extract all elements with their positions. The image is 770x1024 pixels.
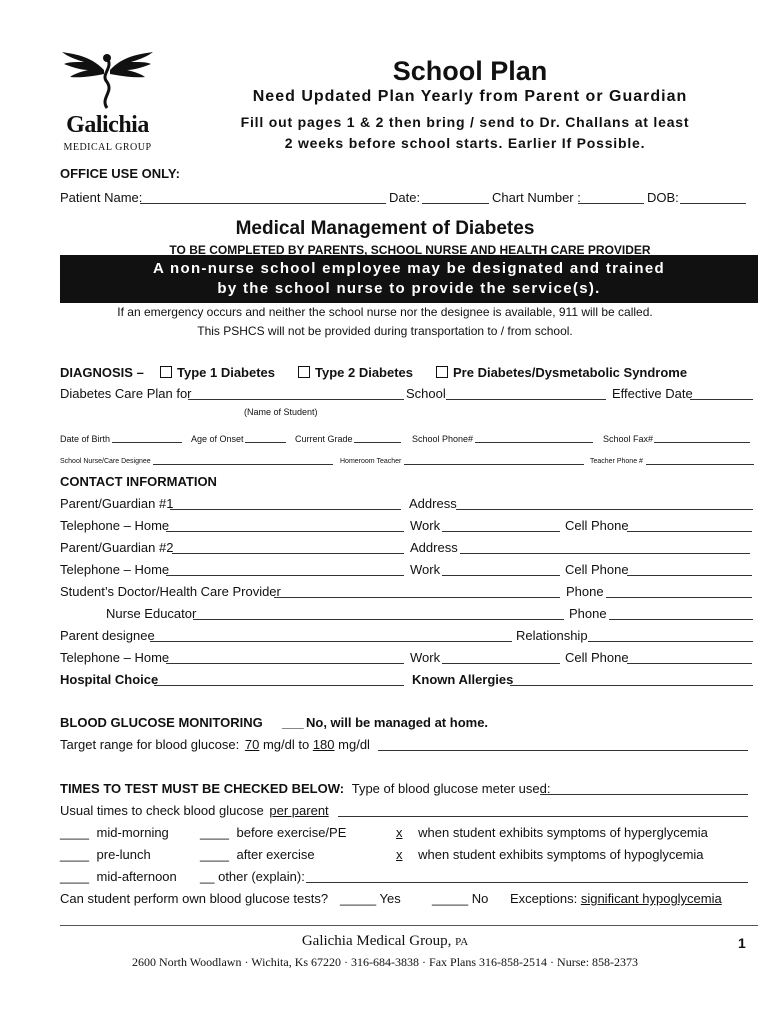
- parent2-cell-label: Cell Phone: [565, 562, 629, 577]
- target-range: [60, 737, 370, 752]
- mid-afternoon-blank[interactable]: ____: [60, 869, 89, 884]
- section-title: Medical Management of Diabetes: [235, 218, 535, 239]
- footer-org-pa: PA: [455, 936, 469, 948]
- parent1-label: Parent/Guardian #1: [60, 496, 174, 511]
- instruction-line-2: 2 weeks before school starts. Earlier If Possible.: [284, 135, 646, 151]
- designee-work-label: Work: [410, 650, 441, 665]
- effective-date-field[interactable]: [690, 399, 753, 400]
- known-allergies-field[interactable]: [510, 685, 753, 686]
- student-name-field[interactable]: [188, 399, 404, 400]
- school-field[interactable]: [446, 399, 606, 400]
- school-nurse-field[interactable]: [153, 464, 333, 465]
- parent2-tel-home-field[interactable]: [166, 575, 404, 576]
- prediabetes-checkbox[interactable]: [436, 366, 448, 378]
- parent2-work-field[interactable]: [442, 575, 560, 576]
- target-mgdl-to: mg/dl to: [262, 737, 310, 752]
- parent-designee-label: Parent designee: [60, 628, 155, 643]
- caduceus-wings-icon: [60, 50, 155, 110]
- meter-label: Type of blood glucose meter used:: [351, 781, 551, 796]
- school-phone-field[interactable]: [475, 442, 593, 443]
- hyperglycemia-option[interactable]: [384, 825, 708, 840]
- instructions: [190, 112, 740, 154]
- date-field[interactable]: [422, 203, 489, 204]
- mid-afternoon-label: mid-afternoon: [96, 869, 177, 884]
- nurse-educator-phone-label: Phone: [569, 606, 607, 621]
- hypoglycemia-label: when student exhibits symptoms of hypoglycemia: [418, 847, 704, 862]
- page-title: School Plan: [392, 56, 548, 86]
- type1-option[interactable]: [160, 365, 275, 380]
- after-exercise-blank[interactable]: ____: [200, 847, 229, 862]
- usual-times-field[interactable]: [338, 816, 748, 817]
- nurse-educator-field[interactable]: [193, 619, 564, 620]
- footer-address: 2600 North Woodlawn · Wichita, Ks 67220 · 316-684-3838 · Fax Plans 316-858-2514 · Nurse: 858-2373: [131, 955, 639, 969]
- relationship-field[interactable]: [588, 641, 753, 642]
- patient-name-field[interactable]: [140, 203, 386, 204]
- date-of-birth-field[interactable]: [112, 442, 182, 443]
- prediabetes-label: Pre Diabetes/Dysmetabolic Syndrome: [453, 365, 688, 380]
- after-exercise-label: after exercise: [236, 847, 315, 862]
- manage-home-blank[interactable]: ___: [282, 715, 304, 730]
- school-nurse-label: School Nurse/Care Designee: [60, 458, 151, 465]
- to-be-completed-note: TO BE COMPLETED BY PARENTS, SCHOOL NURSE AND HEALTH CARE PROVIDER: [169, 243, 651, 255]
- target-high-value[interactable]: 180: [312, 737, 335, 752]
- type1-label: Type 1 Diabetes: [177, 365, 276, 380]
- per-parent-value[interactable]: per parent: [269, 803, 329, 818]
- effective-date-label: Effective Date: [612, 386, 693, 401]
- transport-notice: This PSHCS will not be provided during transportation to / from school.: [197, 324, 573, 338]
- parent1-tel-home-field[interactable]: [166, 531, 404, 532]
- before-exercise-label: before exercise/PE: [236, 825, 347, 840]
- current-grade-label: Current Grade: [295, 434, 353, 444]
- other-explain-field[interactable]: [306, 882, 748, 883]
- glucose-heading: BLOOD GLUCOSE MONITORING: [60, 715, 263, 730]
- type1-checkbox[interactable]: [160, 366, 172, 378]
- parent2-cell-field[interactable]: [627, 575, 752, 576]
- parent1-work-label: Work: [410, 518, 441, 533]
- teacher-phone-label: Teacher Phone #: [590, 458, 643, 465]
- other-blank[interactable]: __: [200, 869, 215, 884]
- page-number: 1: [738, 935, 746, 951]
- page-subtitle: Need Updated Plan Yearly from Parent or Guardian: [252, 88, 688, 105]
- target-range-label: Target range for blood glucose:: [60, 737, 240, 752]
- times-heading: TIMES TO TEST MUST BE CHECKED BELOW:: [60, 781, 345, 796]
- target-low-value[interactable]: 70: [244, 737, 260, 752]
- mid-morning-label: mid-morning: [96, 825, 169, 840]
- exceptions-label: Exceptions:: [510, 891, 578, 906]
- homeroom-teacher-label: Homeroom Teacher: [340, 458, 402, 465]
- hypoglycemia-option[interactable]: [384, 847, 704, 862]
- pre-lunch-blank[interactable]: ____: [60, 847, 89, 862]
- patient-name-label: Patient Name:: [60, 190, 143, 205]
- school-fax-label: School Fax#: [603, 434, 654, 444]
- can-perform-yes[interactable]: _____ Yes: [340, 891, 401, 906]
- parent2-address-field[interactable]: [460, 553, 750, 554]
- other-label: other (explain):: [218, 869, 305, 884]
- designee-tel-home-field[interactable]: [166, 663, 404, 664]
- parent1-cell-field[interactable]: [627, 531, 752, 532]
- target-mgdl: mg/dl: [338, 737, 370, 752]
- designee-work-field[interactable]: [442, 663, 560, 664]
- footer-rule: [60, 925, 758, 926]
- parent2-work-label: Work: [410, 562, 441, 577]
- mid-morning-option[interactable]: [60, 825, 169, 840]
- designee-banner: [60, 255, 758, 303]
- care-plan-for-label: Diabetes Care Plan for: [60, 386, 192, 401]
- times-row: [60, 781, 550, 796]
- parent1-address-label: Address: [409, 496, 457, 511]
- date-label: Date:: [389, 190, 421, 205]
- mid-morning-blank[interactable]: ____: [60, 825, 89, 840]
- exceptions: [510, 891, 722, 906]
- school-fax-field[interactable]: [654, 442, 750, 443]
- meter-field[interactable]: [540, 794, 748, 795]
- hypoglycemia-mark[interactable]: x: [396, 847, 403, 862]
- designee-tel-home-label: Telephone – Home: [60, 650, 170, 665]
- type2-label: Type 2 Diabetes: [315, 365, 414, 380]
- parent1-address-field[interactable]: [456, 509, 753, 510]
- office-use-heading: OFFICE USE ONLY:: [60, 166, 180, 181]
- instruction-line-1: Fill out pages 1 & 2 then bring / send to Dr. Challans at least: [240, 114, 690, 130]
- contact-heading: CONTACT INFORMATION: [60, 474, 217, 489]
- doctor-phone-label: Phone: [566, 584, 604, 599]
- diagnosis-label: DIAGNOSIS –: [60, 365, 144, 380]
- galichia-logo: [40, 50, 175, 160]
- parent2-field[interactable]: [172, 553, 404, 554]
- hospital-choice-field[interactable]: [154, 685, 404, 686]
- manage-home-label: No, will be managed at home.: [306, 715, 489, 730]
- mid-afternoon-option[interactable]: [60, 869, 177, 884]
- banner-line-2: by the school nurse to provide the service(s).: [217, 280, 601, 297]
- usual-times: [60, 803, 329, 818]
- date-of-birth-label: Date of Birth: [60, 434, 111, 444]
- prediabetes-option[interactable]: [436, 365, 687, 380]
- parent1-work-field[interactable]: [442, 531, 560, 532]
- dob-label: DOB:: [647, 190, 679, 205]
- doctor-phone-field[interactable]: [606, 597, 752, 598]
- hyperglycemia-label: when student exhibits symptoms of hyperglycemia: [418, 825, 708, 840]
- before-exercise-blank[interactable]: ____: [200, 825, 229, 840]
- age-of-onset-field[interactable]: [245, 442, 286, 443]
- hyperglycemia-mark[interactable]: x: [396, 825, 403, 840]
- parent1-field[interactable]: [170, 509, 401, 510]
- footer-org: [0, 933, 770, 950]
- parent2-label: Parent/Guardian #2: [60, 540, 174, 555]
- nurse-educator-phone-field[interactable]: [609, 619, 753, 620]
- chart-number-label: Chart Number :: [492, 190, 581, 205]
- logo-subtitle: MEDICAL GROUP: [63, 142, 152, 153]
- age-of-onset-label: Age of Onset: [191, 434, 244, 444]
- can-perform-no[interactable]: _____ No: [432, 891, 489, 906]
- pre-lunch-label: pre-lunch: [96, 847, 151, 862]
- parent1-cell-label: Cell Phone: [565, 518, 629, 533]
- exceptions-value[interactable]: significant hypoglycemia: [580, 891, 722, 906]
- doctor-label: Student’s Doctor/Health Care Provider: [60, 584, 281, 599]
- after-exercise-option[interactable]: [200, 847, 315, 862]
- parent2-tel-home-label: Telephone – Home: [60, 562, 170, 577]
- pre-lunch-option[interactable]: [60, 847, 151, 862]
- homeroom-teacher-field[interactable]: [404, 464, 584, 465]
- doctor-field[interactable]: [274, 597, 560, 598]
- banner-line-1: A non-nurse school employee may be designated and trained: [153, 260, 665, 277]
- hospital-choice-label: Hospital Choice: [60, 672, 159, 687]
- logo-name: Galichia: [66, 112, 149, 138]
- can-perform-label: Can student perform own blood glucose tests?: [60, 891, 329, 906]
- teacher-phone-field[interactable]: [646, 464, 754, 465]
- dob-field[interactable]: [680, 203, 746, 204]
- nurse-educator-label: Nurse Educator: [106, 606, 197, 621]
- emergency-notice: If an emergency occurs and neither the school nurse nor the designee is available, 911 will be called.: [117, 305, 653, 319]
- type2-option[interactable]: [298, 365, 413, 380]
- chart-number-field[interactable]: [578, 203, 644, 204]
- footer-org-name: Galichia Medical Group,: [301, 933, 452, 949]
- designee-cell-label: Cell Phone: [565, 650, 629, 665]
- parent-designee-field[interactable]: [150, 641, 512, 642]
- usual-times-label: Usual times to check blood glucose: [60, 803, 264, 818]
- current-grade-field[interactable]: [354, 442, 401, 443]
- school-label: School: [406, 386, 446, 401]
- school-phone-label: School Phone#: [412, 434, 474, 444]
- relationship-label: Relationship: [516, 628, 588, 643]
- parent2-address-label: Address: [410, 540, 458, 555]
- before-exercise-option[interactable]: [200, 825, 346, 840]
- target-range-extra-field[interactable]: [378, 750, 748, 751]
- other-option[interactable]: [200, 869, 305, 884]
- known-allergies-label: Known Allergies: [412, 672, 514, 687]
- name-of-student-caption: (Name of Student): [244, 407, 318, 417]
- type2-checkbox[interactable]: [298, 366, 310, 378]
- parent1-tel-home-label: Telephone – Home: [60, 518, 170, 533]
- designee-cell-field[interactable]: [627, 663, 752, 664]
